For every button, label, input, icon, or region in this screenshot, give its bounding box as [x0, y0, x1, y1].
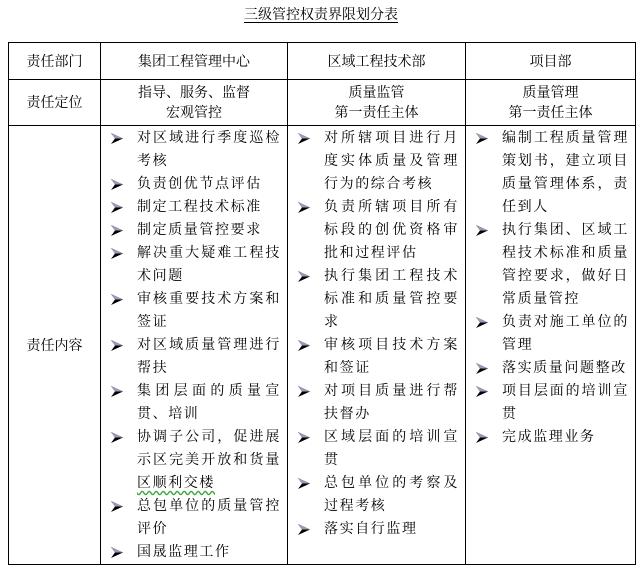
row-label-content: 责任内容 [9, 126, 101, 565]
duty-item [470, 311, 629, 357]
duty-item [470, 127, 629, 219]
duty-text: 执行集团工程技术标准和质量管控要求 [324, 268, 459, 330]
duty-item [470, 219, 629, 311]
positioning-group-line2: 宏观管控 [166, 104, 222, 121]
duty-text: 对区域进行季度巡检考核 [137, 130, 281, 169]
arrowhead-bullet-icon [111, 541, 125, 564]
duty-text: 编制工程质量管理策划书，建立项目质量管理体系，责任到人 [502, 130, 629, 215]
arrowhead-bullet-icon [111, 127, 125, 150]
positioning-region-line1: 质量监管 [348, 84, 405, 101]
arrowhead-bullet-icon [111, 380, 125, 403]
duty-text: 对项目质量进行帮扶督办 [324, 383, 459, 422]
arrowhead-bullet-icon [476, 380, 490, 403]
duty-item [105, 334, 281, 380]
positioning-project-line1: 质量管理 [522, 84, 579, 101]
duty-text: 审核项目技术方案和签证 [324, 337, 459, 376]
duty-text: 完成监理业务 [502, 429, 596, 445]
arrowhead-bullet-icon [298, 196, 312, 219]
arrowhead-bullet-icon [298, 518, 312, 541]
group-duties-list [101, 126, 287, 564]
row-label-positioning: 责任定位 [9, 80, 101, 126]
duty-item [292, 334, 459, 380]
duty-text: 国晟监理工作 [137, 544, 231, 560]
arrowhead-bullet-icon [298, 426, 312, 449]
duty-text: 项目层面的培训宣贯 [502, 383, 629, 422]
region-duties-list [288, 126, 465, 541]
duty-item [105, 426, 281, 495]
duty-text: 落实自行监理 [324, 521, 418, 537]
arrowhead-bullet-icon [111, 426, 125, 449]
project-duties-list [466, 126, 635, 449]
arrowhead-bullet-icon [298, 265, 312, 288]
positioning-group-line1: 指导、服务、监督 [138, 84, 250, 101]
duty-text: 落实质量问题整改 [502, 360, 627, 376]
positioning-project-line2: 第一责任主体 [508, 104, 593, 121]
duty-text: 负责对施工单位的管理 [502, 314, 629, 353]
row-label-department: 责任部门 [9, 43, 101, 80]
column-header-project: 项目部 [466, 43, 636, 80]
arrowhead-bullet-icon [111, 219, 125, 242]
duty-item [470, 426, 629, 449]
duty-item [292, 265, 459, 334]
duty-text: 负责所辖项目所有标段的创优资格审批和过程评估 [324, 199, 459, 261]
duty-item [105, 380, 281, 426]
arrowhead-bullet-icon [111, 173, 125, 196]
duty-text: 区域层面的培训宣贯 [324, 429, 459, 468]
arrowhead-bullet-icon [298, 334, 312, 357]
positioning-project [466, 80, 636, 126]
duty-text: 制定质量管控要求 [137, 222, 262, 238]
duty-text: 审核重要技术方案和签证 [137, 291, 281, 330]
content-group [101, 126, 288, 565]
duty-text: 对所辖项目进行月度实体质量及管理行为的综合考核 [324, 130, 459, 192]
duty-item [105, 219, 281, 242]
duty-text: 集团层面的质量宣贯、培训 [137, 383, 281, 422]
duty-item [105, 127, 281, 173]
duty-item [470, 357, 629, 380]
content-row [9, 126, 636, 565]
header-row [9, 43, 636, 80]
duty-text: 协调子公司，促进展示区完美开放和货量 [137, 429, 281, 468]
duty-item [105, 495, 281, 541]
arrowhead-bullet-icon [111, 334, 125, 357]
positioning-group [101, 80, 288, 126]
duty-item [292, 127, 459, 196]
duty-item [292, 380, 459, 426]
duty-item [105, 541, 281, 564]
arrowhead-bullet-icon [111, 242, 125, 265]
arrowhead-bullet-icon [298, 127, 312, 150]
duty-item [292, 426, 459, 472]
duty-text: 解决重大疑难工程技术问题 [137, 245, 281, 284]
duty-item [292, 518, 459, 541]
duty-text: 总包单位的考察及过程考核 [324, 475, 459, 514]
content-region [288, 126, 466, 565]
arrowhead-bullet-icon [111, 288, 125, 311]
duty-item [105, 196, 281, 219]
arrowhead-bullet-icon [476, 426, 490, 449]
column-header-group: 集团工程管理中心 [101, 43, 288, 80]
arrowhead-bullet-icon [298, 380, 312, 403]
arrowhead-bullet-icon [476, 127, 490, 150]
arrowhead-bullet-icon [476, 357, 490, 380]
arrowhead-bullet-icon [111, 495, 125, 518]
positioning-region [288, 80, 466, 126]
arrowhead-bullet-icon [476, 311, 490, 334]
arrowhead-bullet-icon [111, 196, 125, 219]
duty-item [105, 173, 281, 196]
responsibility-table [8, 42, 636, 565]
content-project [466, 126, 636, 565]
duty-text: 制定工程技术标准 [137, 199, 262, 215]
duty-item [292, 472, 459, 518]
duty-text: 负责创优节点评估 [137, 176, 262, 192]
arrowhead-bullet-icon [476, 219, 490, 242]
duty-item [470, 380, 629, 426]
positioning-row [9, 80, 636, 126]
positioning-region-line2: 第一责任主体 [334, 104, 419, 121]
table-title: 三级管控权责界限划分表 [244, 7, 398, 23]
duty-item [292, 196, 459, 265]
arrowhead-bullet-icon [298, 472, 312, 495]
duty-text: 总包单位的质量管控评价 [137, 498, 281, 537]
duty-item [105, 242, 281, 288]
spellcheck-underlined-text: 区顺利交楼 [137, 475, 215, 491]
duty-item [105, 288, 281, 334]
column-header-region: 区域工程技术部 [288, 43, 466, 80]
duty-text: 执行集团、区域工程技术标准和质量管控要求，做好日常质量管控 [502, 222, 629, 307]
duty-text: 对区域质量管理进行帮扶 [137, 337, 281, 376]
